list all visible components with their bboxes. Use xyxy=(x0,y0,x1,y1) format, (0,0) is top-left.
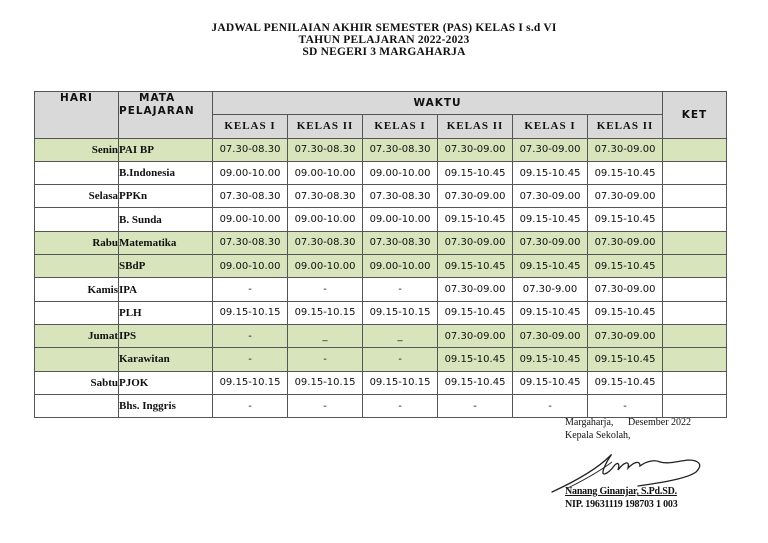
time-cell: 09.15-10.45 xyxy=(438,301,513,324)
time-cell: 09.00-10.00 xyxy=(213,255,288,278)
subject-cell: Bhs. Inggris xyxy=(119,394,213,417)
time-cell: - xyxy=(363,278,438,301)
subject-cell: PJOK xyxy=(119,371,213,394)
time-cell: 07.30-09.00 xyxy=(438,185,513,208)
time-cell: 09.15-10.45 xyxy=(588,161,663,184)
table-row xyxy=(35,161,727,184)
time-cell: 07.30-09.00 xyxy=(588,324,663,347)
day-cell xyxy=(35,394,119,417)
day-cell: Sabtu xyxy=(35,371,119,394)
subject-cell: B. Sunda xyxy=(119,208,213,231)
time-cell: 07.30-09.00 xyxy=(438,324,513,347)
time-cell: 07.30-09.00 xyxy=(513,324,588,347)
table-row xyxy=(35,208,727,231)
signature-date: Desember 2022 xyxy=(628,417,692,428)
time-cell: 09.00-10.00 xyxy=(363,161,438,184)
time-cell: 09.15-10.45 xyxy=(438,161,513,184)
time-cell: 07.30-08.30 xyxy=(363,185,438,208)
time-cell: 09.15-10.45 xyxy=(513,161,588,184)
principal-name: Nanang Ginanjar, S.Pd.SD. xyxy=(565,486,677,497)
ket-cell xyxy=(663,301,727,324)
time-cell: - xyxy=(588,394,663,417)
time-cell: 09.00-10.00 xyxy=(213,161,288,184)
subject-cell: PLH xyxy=(119,301,213,324)
time-cell: 07.30-09.00 xyxy=(588,231,663,254)
time-cell: 09.00-10.00 xyxy=(363,255,438,278)
time-cell: 09.15-10.15 xyxy=(288,301,363,324)
time-cell: 07.30-09.00 xyxy=(513,138,588,161)
header-kelas: KELAS I xyxy=(513,115,588,138)
time-cell: 09.00-10.00 xyxy=(288,161,363,184)
time-cell: 07.30-08.30 xyxy=(213,231,288,254)
time-cell: 09.15-10.45 xyxy=(438,255,513,278)
ket-cell xyxy=(663,138,727,161)
day-cell: Selasa xyxy=(35,185,119,208)
time-cell: - xyxy=(288,278,363,301)
time-cell: 09.15-10.15 xyxy=(363,301,438,324)
table-row xyxy=(35,138,727,161)
school-year: TAHUN PELAJARAN 2022-2023 xyxy=(298,34,470,46)
subject-cell: B.Indonesia xyxy=(119,161,213,184)
table-row xyxy=(35,301,727,324)
header-mapel-line1: MATA xyxy=(139,92,176,104)
table-row xyxy=(35,231,727,254)
time-cell: - xyxy=(513,394,588,417)
time-cell: - xyxy=(288,348,363,371)
time-cell: 09.15-10.45 xyxy=(588,208,663,231)
time-cell: 07.30-09.00 xyxy=(588,138,663,161)
header-ket: KET xyxy=(663,92,727,139)
time-cell: 09.15-10.45 xyxy=(513,371,588,394)
time-cell: - xyxy=(438,394,513,417)
time-cell: - xyxy=(363,394,438,417)
day-cell xyxy=(35,208,119,231)
ket-cell xyxy=(663,161,727,184)
time-cell: 09.15-10.45 xyxy=(438,348,513,371)
time-cell: 09.15-10.15 xyxy=(363,371,438,394)
table-row xyxy=(35,255,727,278)
ket-cell xyxy=(663,255,727,278)
subject-cell: Matematika xyxy=(119,231,213,254)
time-cell: 09.15-10.45 xyxy=(588,255,663,278)
ket-cell xyxy=(663,394,727,417)
time-cell: 09.15-10.45 xyxy=(513,301,588,324)
time-cell: 09.15-10.45 xyxy=(513,255,588,278)
table-row xyxy=(35,278,727,301)
subject-cell: PPKn xyxy=(119,185,213,208)
time-cell: 07.30-09.00 xyxy=(438,138,513,161)
time-cell: - xyxy=(363,348,438,371)
time-cell: 09.15-10.45 xyxy=(438,371,513,394)
time-cell: 07.30-08.30 xyxy=(288,138,363,161)
time-cell: - xyxy=(213,324,288,347)
time-cell: 09.15-10.45 xyxy=(588,371,663,394)
time-cell: - xyxy=(213,278,288,301)
day-cell: Kamis xyxy=(35,278,119,301)
ket-cell xyxy=(663,231,727,254)
time-cell: 07.30-9.00 xyxy=(513,278,588,301)
time-cell: 07.30-08.30 xyxy=(288,185,363,208)
header-mapel-line2: PELAJARAN xyxy=(119,105,195,117)
day-cell: Jumat xyxy=(35,324,119,347)
header-kelas: KELAS I xyxy=(363,115,438,138)
time-cell: 09.00-10.00 xyxy=(288,255,363,278)
time-cell: - xyxy=(213,348,288,371)
day-cell xyxy=(35,161,119,184)
time-cell: 09.15-10.45 xyxy=(588,348,663,371)
day-cell xyxy=(35,255,119,278)
time-cell: 07.30-09.00 xyxy=(588,185,663,208)
day-cell xyxy=(35,301,119,324)
time-cell: 07.30-08.30 xyxy=(213,185,288,208)
time-cell: 07.30-08.30 xyxy=(363,138,438,161)
signature-title: Kepala Sekolah, xyxy=(565,430,631,441)
document-title: JADWAL PENILAIAN AKHIR SEMESTER (PAS) KELAS I s.d VI xyxy=(211,22,557,34)
subject-cell: PAI BP xyxy=(119,138,213,161)
time-cell: _ xyxy=(288,324,363,347)
signature-place: Margaharja, xyxy=(565,417,614,428)
header-kelas: KELAS II xyxy=(438,115,513,138)
principal-nip: NIP. 19631119 198703 1 003 xyxy=(565,499,678,510)
time-cell: 07.30-08.30 xyxy=(288,231,363,254)
table-row xyxy=(35,185,727,208)
time-cell: 09.00-10.00 xyxy=(213,208,288,231)
time-cell: 07.30-08.30 xyxy=(213,138,288,161)
time-cell: - xyxy=(288,394,363,417)
header-kelas: KELAS II xyxy=(288,115,363,138)
time-cell: 09.15-10.45 xyxy=(513,208,588,231)
ket-cell xyxy=(663,278,727,301)
table-row xyxy=(35,371,727,394)
time-cell: 07.30-09.00 xyxy=(513,231,588,254)
time-cell: 09.15-10.45 xyxy=(513,348,588,371)
ket-cell xyxy=(663,185,727,208)
time-cell: 07.30-09.00 xyxy=(588,278,663,301)
time-cell: 09.00-10.00 xyxy=(288,208,363,231)
subject-cell: IPA xyxy=(119,278,213,301)
table-row xyxy=(35,348,727,371)
table-row xyxy=(35,324,727,347)
time-cell: 07.30-09.00 xyxy=(438,231,513,254)
table-row xyxy=(35,394,727,417)
header-kelas: KELAS I xyxy=(213,115,288,138)
header-kelas: KELAS II xyxy=(588,115,663,138)
school-name: SD NEGERI 3 MARGAHARJA xyxy=(302,46,466,58)
time-cell: 07.30-09.00 xyxy=(513,185,588,208)
header-waktu: WAKTU xyxy=(213,92,663,115)
time-cell: 09.15-10.15 xyxy=(213,371,288,394)
ket-cell xyxy=(663,208,727,231)
time-cell: 07.30-08.30 xyxy=(363,231,438,254)
subject-cell: SBdP xyxy=(119,255,213,278)
time-cell: 09.15-10.15 xyxy=(288,371,363,394)
time-cell: - xyxy=(213,394,288,417)
header-hari: HARI xyxy=(35,92,119,139)
ket-cell xyxy=(663,348,727,371)
subject-cell: Karawitan xyxy=(119,348,213,371)
header-mata-pelajaran xyxy=(119,92,213,139)
time-cell: _ xyxy=(363,324,438,347)
time-cell: 09.15-10.45 xyxy=(438,208,513,231)
time-cell: 09.00-10.00 xyxy=(363,208,438,231)
ket-cell xyxy=(663,371,727,394)
day-cell: Rabu xyxy=(35,231,119,254)
day-cell: Senin xyxy=(35,138,119,161)
subject-cell: IPS xyxy=(119,324,213,347)
ket-cell xyxy=(663,324,727,347)
day-cell xyxy=(35,348,119,371)
time-cell: 07.30-09.00 xyxy=(438,278,513,301)
time-cell: 09.15-10.45 xyxy=(588,301,663,324)
schedule-table xyxy=(34,91,727,418)
time-cell: 09.15-10.15 xyxy=(213,301,288,324)
